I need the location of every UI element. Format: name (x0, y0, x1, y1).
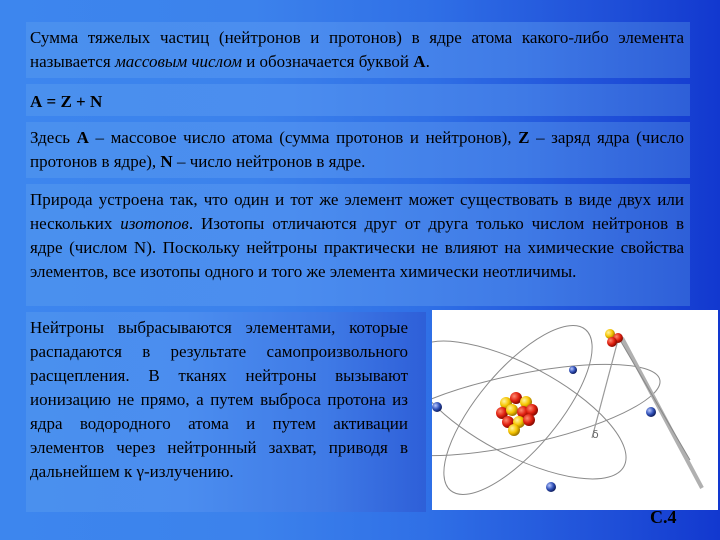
term-isotopes: изотопов (120, 214, 189, 233)
formula: А = Z + N (30, 92, 103, 111)
emitted-particle (605, 329, 623, 347)
isotopes-paragraph: Природа устроена так, что один и тот же элемент может существовать в виде двух или нескольких изотопов. Изотопы отличаются друг от друга только числом нейтронов в ядре (числом N). Поскольку нейтроны практически не влияют на химические свойства элементов, все изотопы одного и того же элемента химически неотличимы. (30, 190, 684, 281)
electrons (432, 366, 656, 492)
orbits (432, 310, 667, 510)
term-mass-number: массовым числом (114, 52, 242, 71)
mass-number-paragraph: Сумма тяжелых частиц (нейтронов и протонов) в ядре атома какого-либо элемента называется массовым числом и обозначается буквой А. (30, 28, 684, 71)
delta-label: δ (592, 428, 599, 441)
slide-number: С.4 (650, 507, 677, 527)
neutrons-paragraph: Нейтроны выбрасываются элементами, которые распадаются в результате самопроизвольного расщепления. В тканях нейтроны вызывают ионизацию не прямо, а путем выброса протона из ядра водородного атома и путем активации элементов через нейтронный захват, приводя в дальнейшем к γ-излучению. (30, 318, 408, 481)
nucleus (496, 392, 538, 436)
atom-diagram (432, 310, 718, 510)
formula-explanation-paragraph: Здесь А – массовое число атома (сумма протонов и нейтронов), Z – заряд ядра (число протонов в ядре), N – число нейтронов в ядре. (30, 128, 684, 171)
atom-illustration (432, 310, 718, 510)
